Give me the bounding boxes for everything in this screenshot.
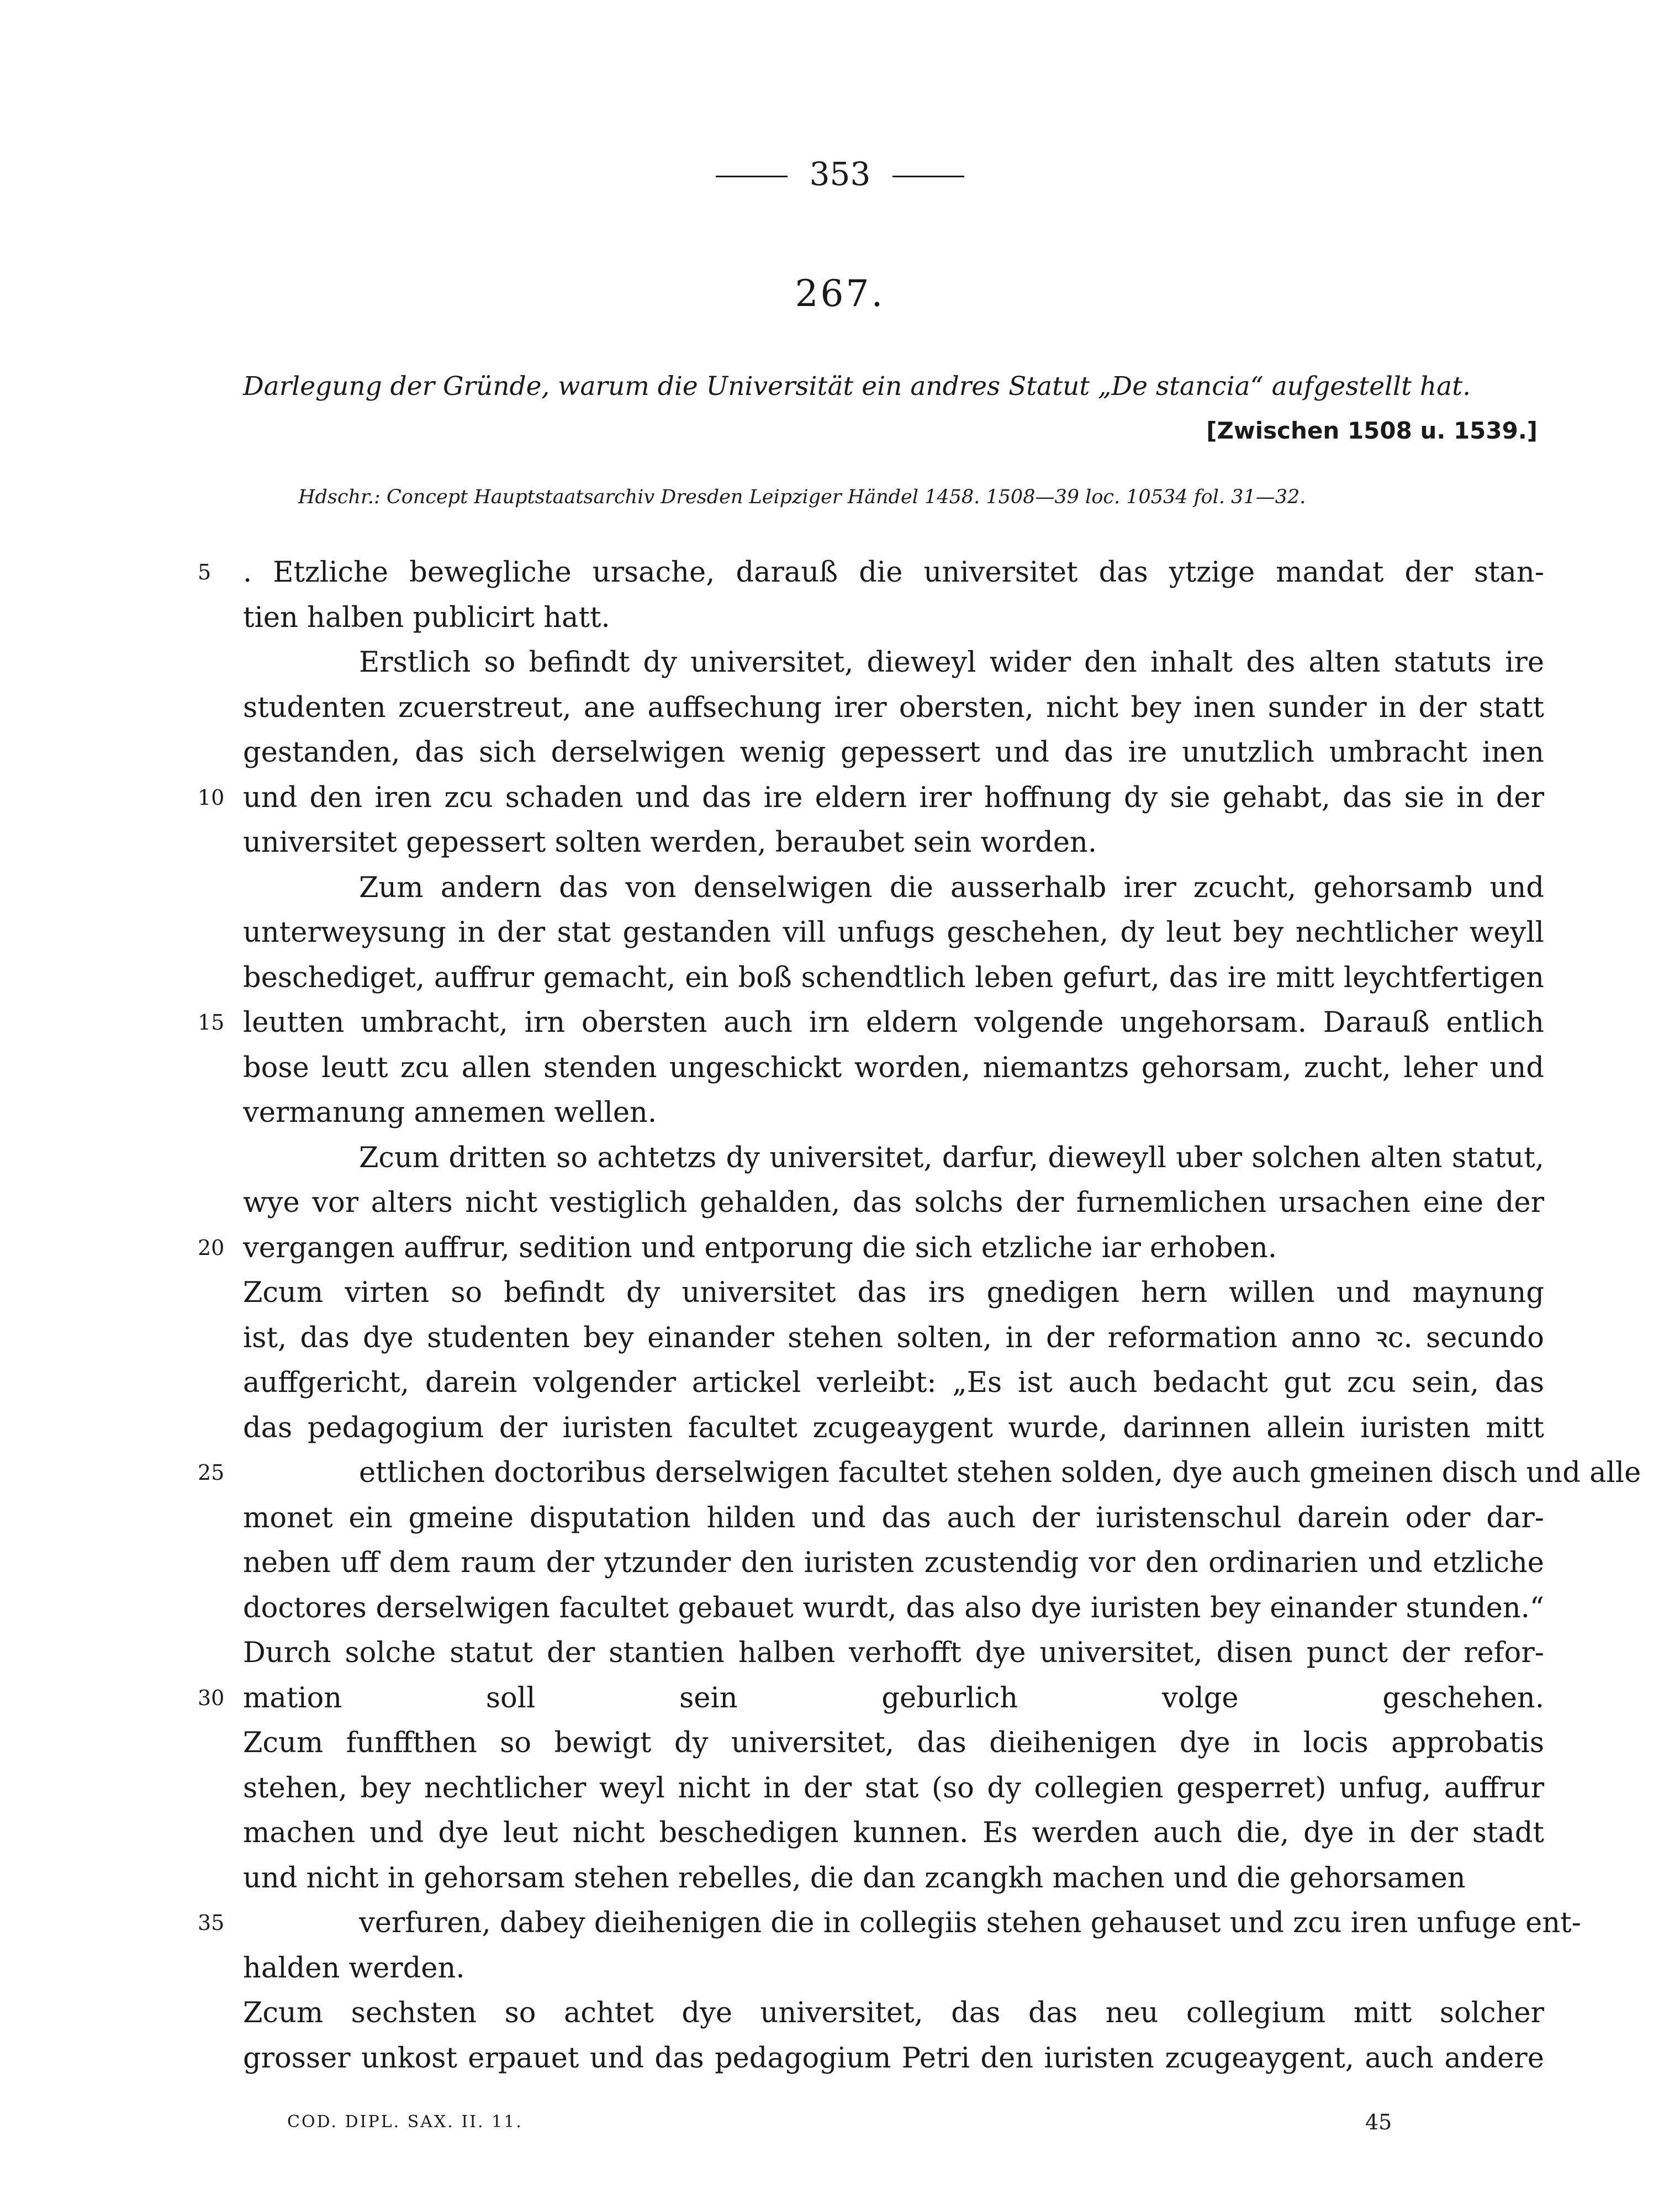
line-text: verfuren, dabey dieihenigen die in collegiis stehen gehauset und zcu iren unfuge ent- (359, 1907, 1581, 1939)
line-number: 15 (198, 1010, 225, 1035)
text-line (243, 910, 1544, 956)
line-text: Zcum virten so befindt dy universitet das irs gnedigen hern willen und maynung (243, 1277, 1544, 1309)
text-line (243, 956, 1544, 1001)
line-text: universitet gepessert solten werden, beraubet sein worden. (243, 826, 1097, 859)
line-text: stehen, bey nechtlicher weyl nicht in der stat (so dy collegien gesperret) unfug, auffrur (243, 1771, 1544, 1805)
text-line (243, 730, 1544, 776)
line-text: Erstlich so befindt dy universitet, dieweyl wider den inhalt des alten statuts ire (359, 646, 1544, 679)
line-text: und nicht in gehorsam stehen rebelles, die dan zcangkh machen und die gehorsamen (243, 1861, 1466, 1895)
text-line (243, 1090, 1544, 1136)
text-line (198, 1450, 1641, 1496)
sheet-number: 45 (1365, 2110, 1392, 2134)
page-header (0, 155, 1680, 193)
header-rule-right (892, 176, 964, 177)
page-footer (0, 2106, 1680, 2139)
line-number: 10 (198, 785, 225, 810)
text-line (243, 2036, 1544, 2081)
line-text: Zcum funffthen so bewigt dy universitet, das dieihenigen dye in locis approbatis (243, 1727, 1544, 1759)
line-text: Zcum sechsten so achtet dye universitet, das das neu collegium mitt solcher (243, 1997, 1544, 2029)
line-number: 25 (198, 1460, 225, 1485)
text-line (243, 1721, 1544, 1766)
text-line (243, 1991, 1544, 2036)
line-text: unterweysung in der stat gestanden vill unfugs geschehen, dy leut bey nechtlicher weyll (243, 916, 1544, 949)
line-text: neben uff dem raum der ytzunder den iuristen zcustendig vor den ordinarien und etzliche (243, 1547, 1544, 1579)
document-summary: Darlegung der Gründe, warum die Universität ein andres Statut „De stancia“ aufgestellt hat. (243, 371, 1471, 402)
text-line (243, 1811, 1544, 1856)
text-line (243, 866, 1544, 911)
text-line (198, 550, 1544, 595)
text-line (243, 1270, 1544, 1316)
text-line (243, 1180, 1544, 1226)
text-line (243, 1046, 1544, 1091)
source-note: Hdschr.: Concept Hauptstaatsarchiv Dresden Leipziger Händel 1458. 1508—39 loc. 10534 fol. 31—32. (298, 486, 1306, 508)
text-line (243, 1496, 1544, 1541)
line-text: das pedagogium der iuristen facultet zcugeaygent wurde, darinnen allein iuristen mitt (243, 1411, 1544, 1444)
line-text: machen und dye leut nicht beschedigen kunnen. Es werden auch die, dye in der stadt (243, 1817, 1544, 1849)
signature-mark: COD. DIPL. SAX. II. 11. (287, 2112, 523, 2132)
line-text: . Etzliche bewegliche ursache, darauß die universitet das ytzige mandat der stan- (243, 556, 1544, 589)
line-text: doctores derselwigen facultet gebauet wurdt, das also dye iuristen bey einander stunden.“ (243, 1591, 1544, 1624)
line-text: mation soll sein geburlich volge geschehen. (243, 1681, 1544, 1715)
line-text: studenten zcuerstreut, ane auffsechung irer obersten, nicht bey inen sunder in der statt (243, 691, 1544, 724)
text-line (243, 1586, 1544, 1631)
text-line (198, 776, 1544, 821)
line-text: Durch solche statut der stantien halben verhofft dye universitet, disen punct der refor- (243, 1637, 1544, 1669)
text-line (243, 640, 1544, 685)
line-text: Zum andern das von denselwigen die ausserhalb irer zcucht, gehorsamb und (359, 871, 1544, 904)
line-text: ist, das dye studenten bey einander stehen solten, in der reformation anno ꝛc. secundo (243, 1321, 1544, 1354)
text-line (243, 595, 1544, 641)
line-text: halden werden. (243, 1951, 465, 1985)
header-rule-left (716, 176, 788, 177)
line-text: tien halben publicirt hatt. (243, 601, 610, 634)
line-text: bose leutt zcu allen stenden ungeschickt worden, niemantzs gehorsam, zucht, leher und (243, 1051, 1544, 1084)
line-text: auffgericht, darein volgender artickel verleibt: „Es ist auch bedacht gut zcu sein, das (243, 1367, 1544, 1399)
line-number: 5 (198, 560, 212, 584)
text-line (243, 1946, 1544, 1991)
text-line (243, 1316, 1544, 1361)
text-line (198, 1000, 1544, 1046)
line-text: vermanung annemen wellen. (243, 1096, 657, 1129)
line-text: wye vor alters nicht vestiglich gehalden, das solchs der furnemlichen ursachen eine der (243, 1186, 1544, 1219)
line-text: monet ein gmeine disputation hilden und das auch der iuristenschul darein oder dar- (243, 1501, 1544, 1534)
text-line (243, 1766, 1544, 1811)
page-number: 353 (809, 155, 871, 193)
text-line (198, 1901, 1581, 1946)
text-line (243, 1631, 1544, 1676)
line-text: grosser unkost erpauet und das pedagogium Petri den iuristen zcugeaygent, auch andere (243, 2042, 1544, 2075)
line-text: beschediget, auffrur gemacht, ein boß schendtlich leben gefurt, das ire mitt leychtfertigen (243, 961, 1544, 994)
line-text: gestanden, das sich derselwigen wenig gepessert und das ire unutzlich umbracht inen (243, 736, 1544, 769)
line-number: 20 (198, 1235, 225, 1260)
text-line (243, 1360, 1544, 1406)
line-text: Zcum dritten so achtetzs dy universitet, darfur, dieweyll uber solchen alten statut, (359, 1141, 1544, 1174)
body-text (198, 550, 1641, 2081)
text-line (243, 1406, 1544, 1451)
line-text: und den iren zcu schaden und das ire eldern irer hoffnung dy sie gehabt, das sie in der (243, 781, 1544, 814)
text-line (243, 1136, 1544, 1181)
text-line (243, 1856, 1544, 1901)
line-text: leutten umbracht, irn obersten auch irn eldern volgende ungehorsam. Darauß entlich (243, 1006, 1544, 1039)
text-line (198, 1676, 1544, 1721)
line-text: ettlichen doctoribus derselwigen facultet stehen solden, dye auch gmeinen disch und alle (359, 1457, 1641, 1489)
text-line (243, 685, 1544, 731)
document-number: 267. (795, 272, 885, 315)
line-text: vergangen auffrur, sedition und entporung die sich etzliche iar erhoben. (243, 1231, 1277, 1264)
text-line (198, 1226, 1544, 1271)
line-number: 35 (198, 1911, 225, 1935)
text-line (243, 1541, 1544, 1586)
line-number: 30 (198, 1685, 225, 1710)
text-line (243, 820, 1544, 866)
document-date: [Zwischen 1508 u. 1539.] (1206, 417, 1538, 444)
